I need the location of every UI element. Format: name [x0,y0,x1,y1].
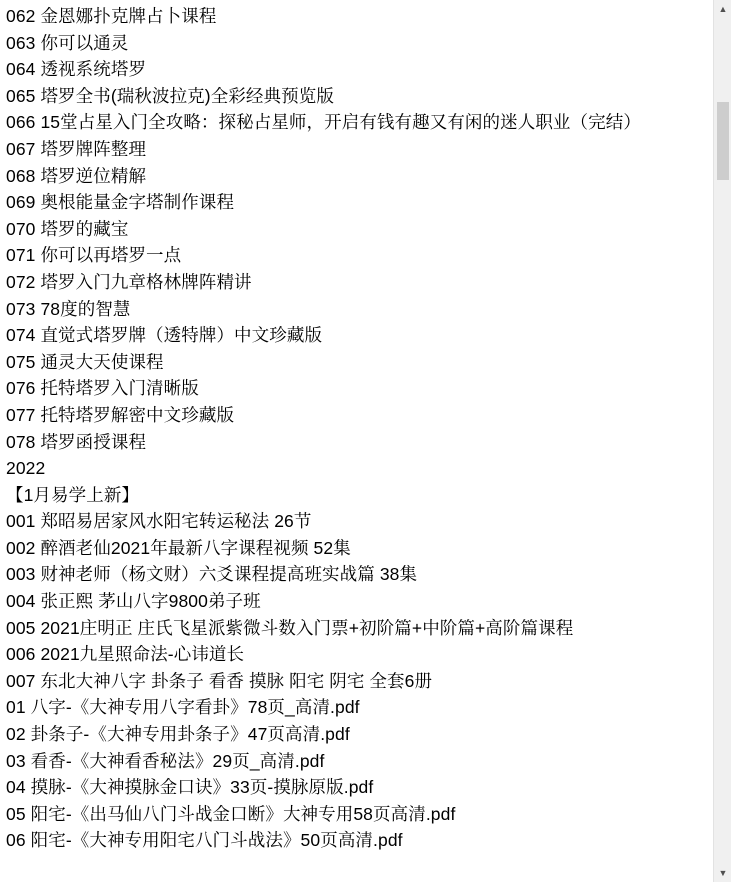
scrollbar-thumb[interactable] [717,102,729,180]
scroll-up-arrow-icon[interactable]: ▲ [714,0,731,18]
text-line: 03 看香-《大神看香秘法》29页_高清.pdf [6,750,325,771]
text-line: 01 八字-《大神专用八字看卦》78页_高清.pdf [6,697,360,718]
text-line: 2022 [6,458,46,479]
text-line: 074 直觉式塔罗牌（透特牌）中文珍藏版 [6,325,323,346]
text-line: 064 透视系统塔罗 [6,59,147,80]
text-line: 077 托特塔罗解密中文珍藏版 [6,404,235,425]
scrollbar-track[interactable] [714,18,731,864]
text-line: 001 郑昭易居家风水阳宅转运秘法 26节 [6,511,312,532]
scroll-down-arrow-icon[interactable]: ▼ [714,864,731,882]
text-line: 071 你可以再塔罗一点 [6,245,182,266]
text-line: 003 财神老师（杨文财）六爻课程提高班实战篇 38集 [6,564,418,585]
text-line: 06 阳宅-《大神专用阳宅八门斗战法》50页高清.pdf [6,830,403,851]
text-line: 070 塔罗的藏宝 [6,218,129,239]
text-line: 004 张正熙 茅山八字9800弟子班 [6,591,261,612]
text-line: 072 塔罗入门九章格林牌阵精讲 [6,271,252,292]
text-line: 065 塔罗全书(瑞秋波拉克)全彩经典预览版 [6,85,334,106]
text-line: 069 奥根能量金字塔制作课程 [6,192,235,213]
text-line: 078 塔罗函授课程 [6,431,147,452]
text-line: 073 78度的智慧 [6,298,131,319]
text-line: 066 15堂占星入门全攻略：探秘占星师，开启有钱有趣又有闲的迷人职业（完结） [6,112,641,133]
text-line: 067 塔罗牌阵整理 [6,138,147,159]
text-line: 076 托特塔罗入门清晰版 [6,378,199,399]
text-line: 05 阳宅-《出马仙八门斗战金口断》大神专用58页高清.pdf [6,803,456,824]
text-line: 068 塔罗逆位精解 [6,165,147,186]
text-line: 006 2021九星照命法-心讳道长 [6,644,245,665]
text-line: 02 卦条子-《大神专用卦条子》47页高清.pdf [6,724,350,745]
text-line: 005 2021庄明正 庄氏飞星派紫微斗数入门票+初阶篇+中阶篇+高阶篇课程 [6,617,574,638]
text-line: 04 摸脉-《大神摸脉金口诀》33页-摸脉原版.pdf [6,777,374,798]
vertical-scrollbar[interactable] [713,0,731,882]
text-line: 002 醉酒老仙2021年最新八字课程视频 52集 [6,537,351,558]
text-line: 063 你可以通灵 [6,32,129,53]
text-line: 【1月易学上新】 [6,484,140,505]
text-line: 062 金恩娜扑克牌占卜课程 [6,6,217,26]
text-line: 075 通灵大天使课程 [6,351,164,372]
text-line: 007 东北大神八字 卦条子 看香 摸脉 阳宅 阴宅 全套6册 [6,670,433,691]
